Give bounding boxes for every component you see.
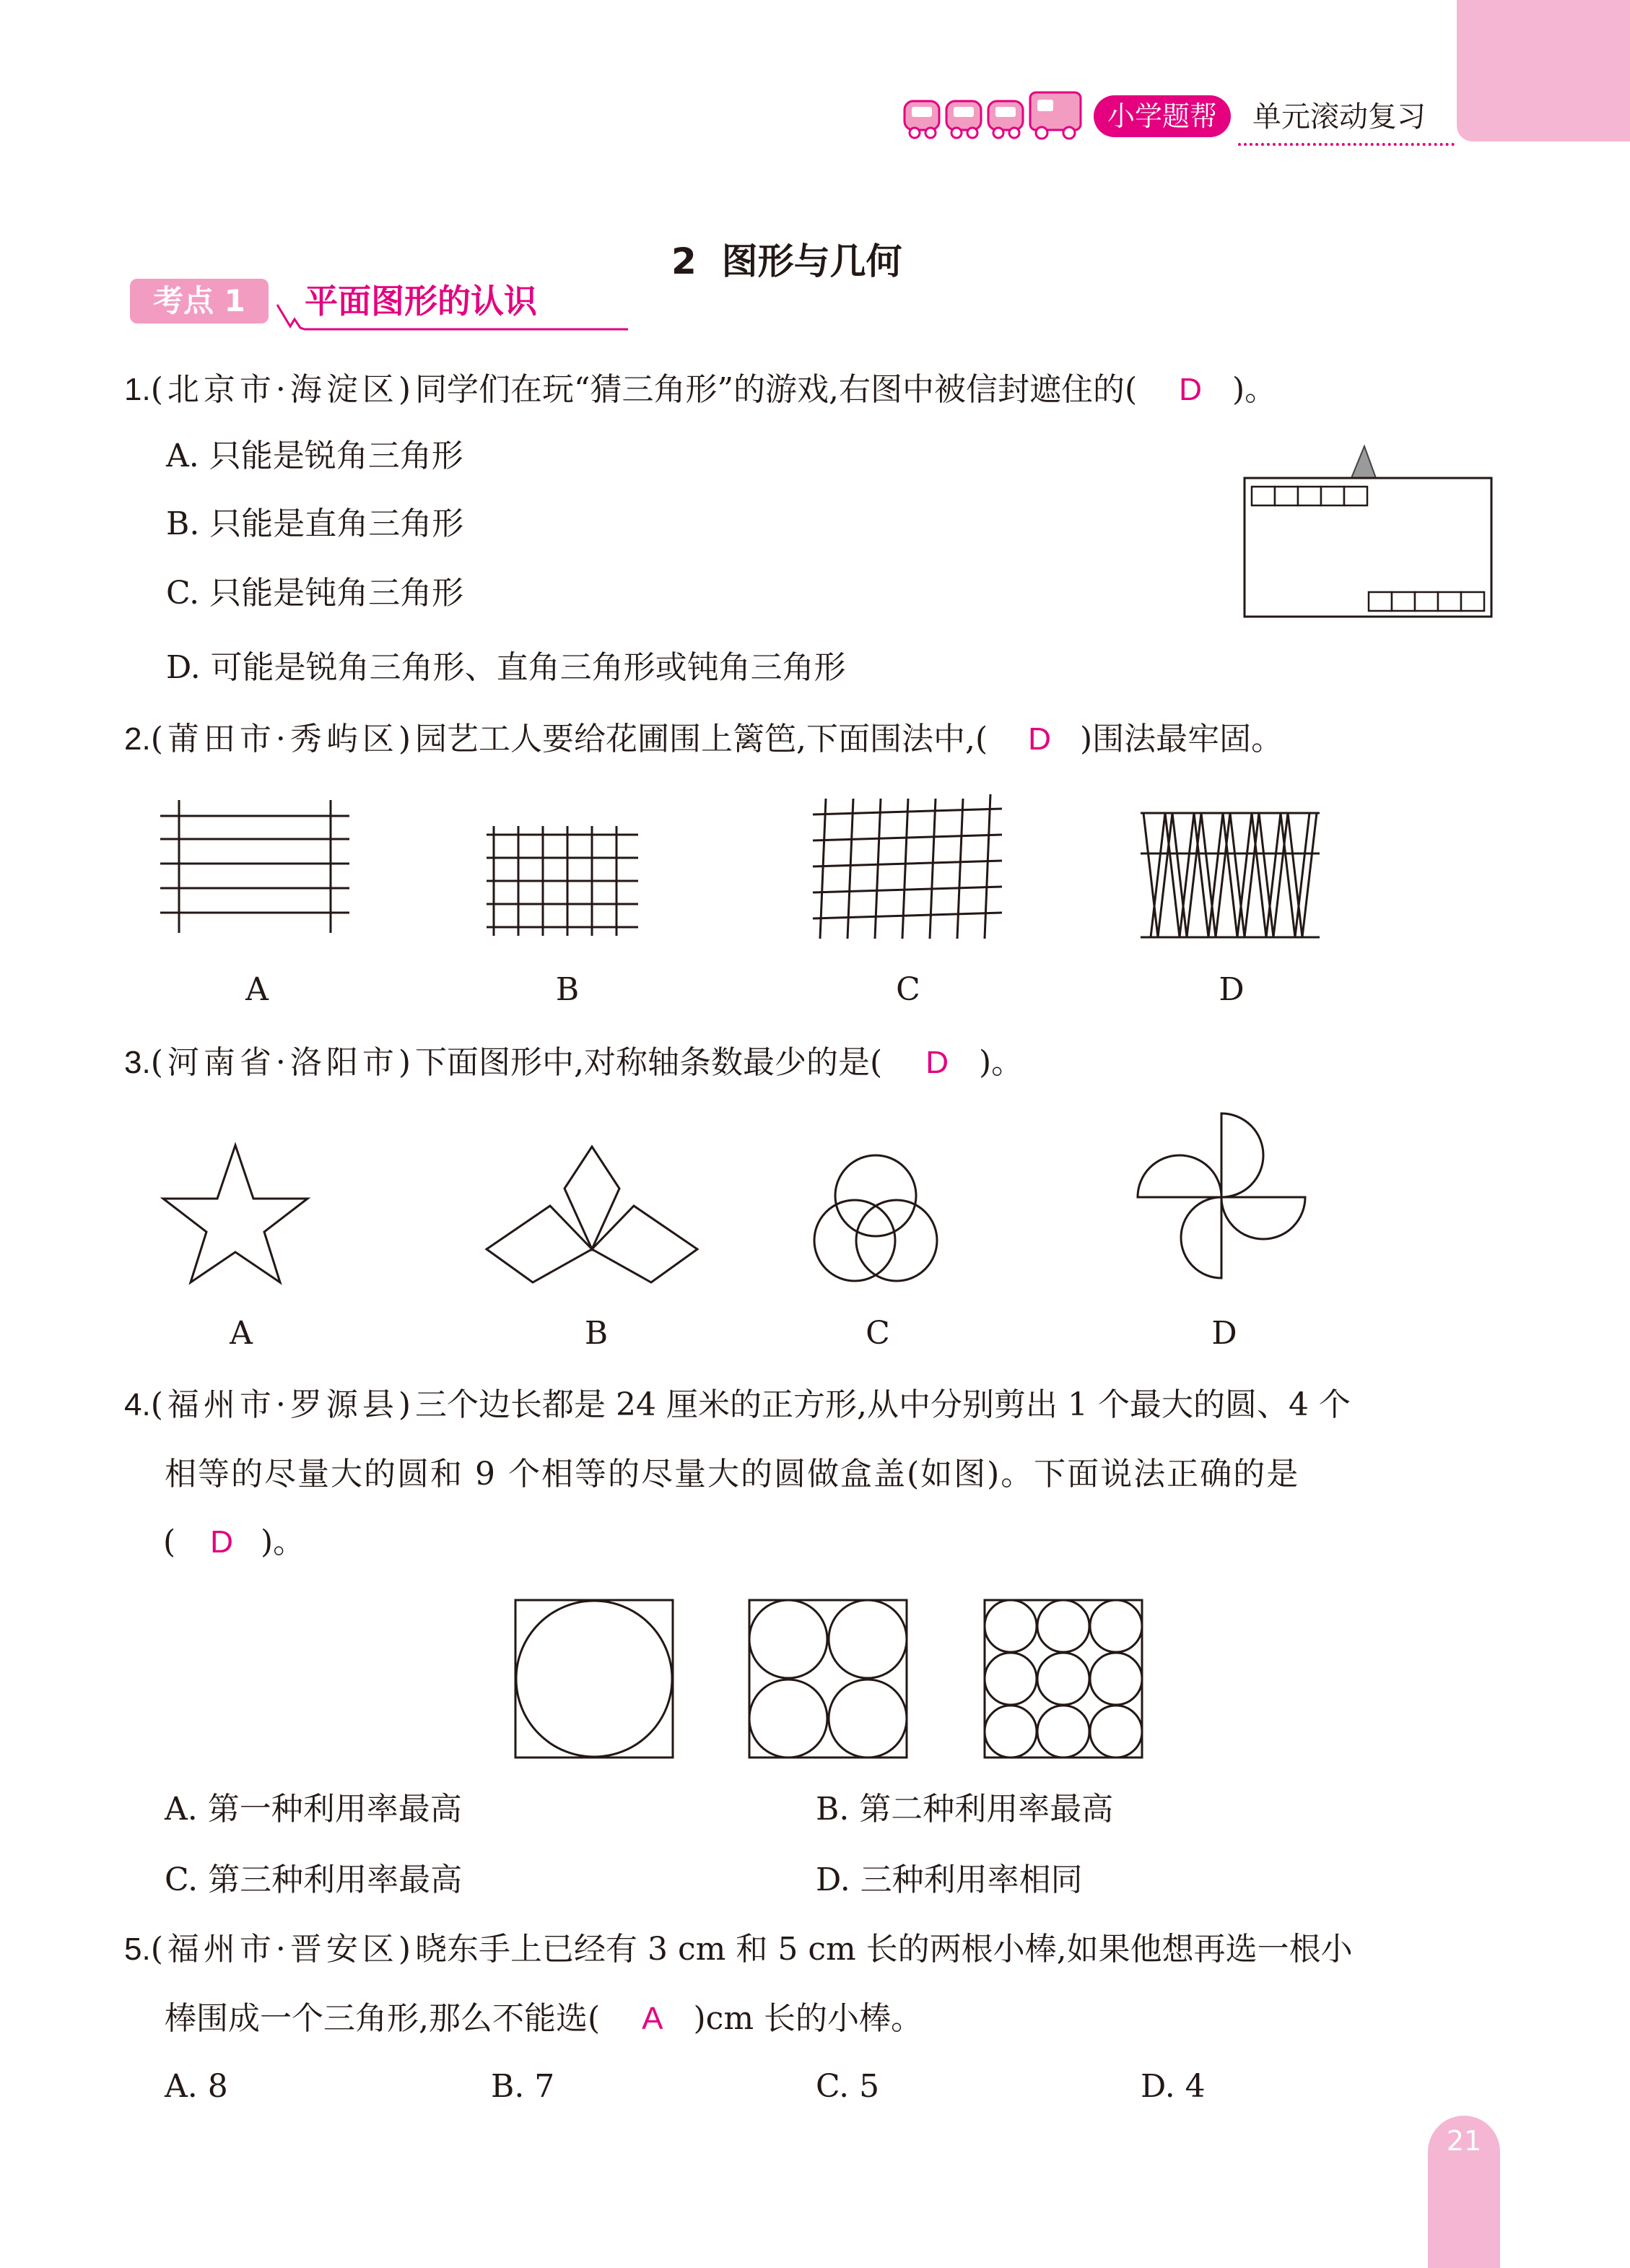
kaodian-title: 平面图形的认识 (305, 282, 537, 321)
question-1 (124, 368, 1276, 412)
question-source: (福州市·晋安区) (150, 1931, 416, 1968)
question-2 (124, 718, 1283, 761)
question-5 (124, 1928, 1353, 1971)
page-title: 2 图形与几何 (671, 240, 902, 282)
question-number: 4. (124, 1387, 151, 1422)
question-number: 1. (124, 372, 151, 407)
section-title: 单元滚动复习 (1252, 100, 1426, 134)
option-a: A. 只能是锐角三角形 (166, 438, 463, 474)
question-stem-end: )围法最牢固。 (1079, 721, 1283, 757)
option-a: A. 8 (165, 2068, 228, 2105)
paren-open: ( (163, 1524, 176, 1560)
option-b: B. 只能是直角三角形 (166, 505, 464, 542)
question-stem: 下面图形中,对称轴条数最少的是( (415, 1044, 883, 1081)
figure-label-c: C (896, 971, 920, 1008)
question-stem: 晓东手上已经有 3 cm 和 5 cm 长的两根小棒,如果他想再选一根小 (415, 1931, 1353, 1968)
answer: D (925, 1045, 949, 1080)
page-number: 21 (1446, 2125, 1482, 2157)
option-b: B. 第二种利用率最高 (816, 1791, 1114, 1828)
figure-label-b: B (584, 1315, 609, 1352)
star-figure (159, 1141, 312, 1285)
answer: D (1028, 721, 1051, 757)
header-dotted-rule (1238, 143, 1455, 146)
circles-figure (811, 1152, 940, 1287)
square-nine-circles (983, 1599, 1143, 1759)
option-c: C. 5 (816, 2068, 880, 2105)
corner-tab (1457, 0, 1630, 142)
figure-label-c: C (866, 1315, 890, 1352)
answer: D (1179, 372, 1202, 407)
option-c: C. 第三种利用率最高 (165, 1861, 463, 1898)
question-number: 5. (124, 1932, 151, 1967)
question-4-line-2: 相等的尽量大的圆和 9 个相等的尽量大的圆做盒盖(如图)。下面说法正确的是 (165, 1456, 1300, 1493)
fence-figure-b (485, 823, 644, 939)
fence-figure-a (157, 794, 352, 939)
figure-label-a: A (230, 1315, 253, 1352)
answer: A (642, 2001, 663, 2036)
figure-label-b: B (555, 971, 580, 1008)
question-stem: 同学们在玩“猜三角形”的游戏,右图中被信封遮住的( (415, 371, 1138, 408)
fence-figure-d (1139, 809, 1321, 943)
brand-badge: 小学题帮 (1094, 95, 1231, 137)
kaodian-underline (274, 303, 635, 332)
question-4 (124, 1383, 1351, 1427)
envelope-figure (1242, 439, 1494, 620)
question-source: (河南省·洛阳市) (150, 1044, 416, 1081)
question-stem-end: )cm 长的小棒。 (693, 2000, 923, 2037)
question-3 (124, 1041, 1023, 1085)
rhombus-figure (485, 1145, 699, 1282)
question-number: 3. (124, 1045, 151, 1080)
question-source: (莆田市·秀屿区) (150, 721, 416, 757)
question-number: 2. (124, 721, 151, 757)
option-d: D. 可能是锐角三角形、直角三角形或钝角三角形 (166, 649, 846, 686)
question-stem: 棒围成一个三角形,那么不能选( (165, 2000, 601, 2037)
figure-label-d: D (1219, 971, 1245, 1008)
question-source: (福州市·罗源县) (150, 1386, 416, 1423)
question-4-line-3 (163, 1521, 305, 1564)
option-a: A. 第一种利用率最高 (165, 1791, 462, 1828)
square-four-circles (748, 1599, 908, 1759)
question-stem-end: )。 (978, 1044, 1024, 1081)
question-stem: 三个边长都是 24 厘米的正方形,从中分别剪出 1 个最大的圆、4 个 (415, 1386, 1351, 1423)
kaodian-tag: 考点 1 (130, 279, 269, 323)
square-one-circle (514, 1599, 674, 1759)
pinwheel-figure (1136, 1112, 1307, 1279)
option-d: D. 4 (1141, 2068, 1206, 2105)
question-stem-end: )。 (1232, 371, 1277, 408)
train-icon (899, 85, 1086, 143)
option-d: D. 三种利用率相同 (816, 1861, 1083, 1898)
paren-close: )。 (260, 1524, 305, 1560)
answer: D (210, 1524, 233, 1560)
fence-figure-c (811, 790, 1006, 943)
figure-label-a: A (245, 971, 269, 1008)
option-b: B. 7 (491, 2068, 555, 2105)
option-c: C. 只能是钝角三角形 (166, 575, 464, 612)
question-stem: 园艺工人要给花圃围上篱笆,下面围法中,( (415, 721, 988, 757)
figure-label-d: D (1211, 1315, 1237, 1352)
question-source: (北京市·海淀区) (150, 371, 416, 408)
question-5-line-2 (165, 1997, 923, 2041)
